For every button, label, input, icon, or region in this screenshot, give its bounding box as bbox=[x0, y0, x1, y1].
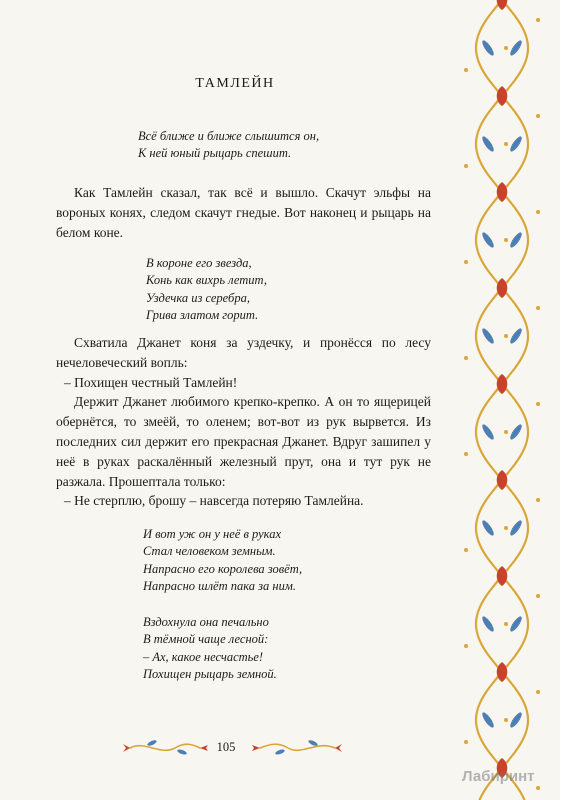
paragraph: Как Тамлейн сказал, так всё и вышло. Скачут эльфы на вороных конях, следом скачут гнедые. Вот наконец и рыцарь на белом коне. bbox=[56, 185, 431, 240]
verse-line: Напрасно шлёт пака за ним. bbox=[143, 578, 296, 593]
verse-line: Конь как вихрь летит, bbox=[146, 273, 268, 288]
gold-dot bbox=[536, 402, 540, 406]
blue-leaf bbox=[508, 423, 523, 441]
blue-leaf bbox=[480, 711, 495, 729]
verse-stanza-1 bbox=[138, 128, 319, 163]
gold-dot bbox=[464, 260, 468, 264]
page-title: ТАМЛЕЙН bbox=[195, 76, 275, 91]
red-flower bbox=[497, 566, 508, 586]
blue-leaf bbox=[508, 135, 523, 153]
verse-line: Вздохнула она печально bbox=[143, 615, 269, 629]
gold-dot bbox=[504, 238, 508, 242]
verse-line: Похищен рыцарь земной. bbox=[143, 666, 277, 681]
verse-line: Стал человеком земным. bbox=[143, 544, 276, 559]
verse-line: Грива златом горит. bbox=[146, 307, 259, 322]
gold-dot bbox=[504, 526, 508, 530]
gold-dot bbox=[464, 548, 468, 552]
publisher-watermark: Лабиринт bbox=[462, 768, 535, 785]
gold-dot bbox=[504, 430, 508, 434]
verse-line: Напрасно его королева зовёт, bbox=[143, 561, 303, 576]
blue-leaf bbox=[480, 615, 495, 633]
gold-dot bbox=[464, 356, 468, 360]
gold-dot bbox=[536, 690, 540, 694]
dialogue-line: – Не стерплю, брошу – навсегда потеряю Тамлейна. bbox=[64, 493, 364, 509]
red-flower bbox=[497, 0, 508, 10]
gold-dot bbox=[536, 210, 540, 214]
red-flower bbox=[497, 374, 508, 394]
gold-dot bbox=[464, 644, 468, 648]
prose-block-2 bbox=[56, 333, 431, 511]
blue-leaf bbox=[508, 519, 523, 537]
dialogue-line: – Похищен честный Тамлейн! bbox=[64, 374, 238, 390]
gold-dot bbox=[536, 18, 540, 22]
blue-leaf bbox=[508, 39, 523, 57]
gold-dot bbox=[464, 164, 468, 168]
blue-leaf bbox=[508, 711, 523, 729]
gold-dot bbox=[536, 114, 540, 118]
gold-dot bbox=[504, 142, 508, 146]
ornamental-vine-border bbox=[452, 0, 567, 800]
gold-dot bbox=[536, 498, 540, 502]
red-flower bbox=[497, 278, 508, 298]
paragraph: Схватила Джанет коня за уздечку, и пронёсся по лесу нечеловеческий вопль: bbox=[56, 335, 431, 370]
gold-dot bbox=[464, 740, 468, 744]
verse-line: В короне его звезда, bbox=[146, 256, 252, 270]
red-flower bbox=[497, 470, 508, 490]
prose-block-1 bbox=[56, 183, 431, 242]
gold-dot bbox=[504, 718, 508, 722]
red-flower bbox=[497, 86, 508, 106]
blue-leaf bbox=[480, 231, 495, 249]
verse-line: Всё ближе и ближе слышится он, bbox=[138, 129, 320, 143]
verse-line: Уздечка из серебра, bbox=[146, 290, 250, 305]
verse-stanza-2 bbox=[146, 255, 267, 324]
blue-leaf bbox=[480, 327, 495, 345]
blue-leaf bbox=[480, 519, 495, 537]
red-flower bbox=[497, 182, 508, 202]
blue-leaf bbox=[480, 423, 495, 441]
blue-leaf bbox=[480, 39, 495, 57]
paragraph: Держит Джанет любимого крепко-крепко. А он то ящерицей обернётся, то змеёй, то оленем; вот-вот из рук вырвется. Из последних сил держит его прекрасная Джанет. Вдруг зашипел у неё в руках раскалённый железный прут, она и тут рук не разжала. Прошептала только: bbox=[56, 394, 431, 489]
gold-dot bbox=[504, 334, 508, 338]
gold-dot bbox=[464, 452, 468, 456]
verse-line: К ней юный рыцарь спешит. bbox=[138, 146, 292, 161]
gold-dot bbox=[464, 68, 468, 72]
gold-dot bbox=[536, 306, 540, 310]
blue-leaf bbox=[480, 135, 495, 153]
gold-dot bbox=[504, 622, 508, 626]
red-flower bbox=[497, 662, 508, 682]
verse-line: И вот уж он у неё в руках bbox=[143, 527, 281, 541]
blue-leaf bbox=[508, 231, 523, 249]
blue-leaf bbox=[508, 615, 523, 633]
gold-dot bbox=[504, 46, 508, 50]
verse-line: В тёмной чаще лесной: bbox=[143, 632, 269, 647]
blue-leaf bbox=[508, 327, 523, 345]
page-number: 105 bbox=[216, 740, 236, 754]
verse-stanza-4 bbox=[143, 614, 277, 683]
gold-dot bbox=[536, 786, 540, 790]
verse-stanza-3 bbox=[143, 526, 302, 595]
gold-dot bbox=[536, 594, 540, 598]
verse-line: – Ах, какое несчастье! bbox=[143, 649, 264, 664]
